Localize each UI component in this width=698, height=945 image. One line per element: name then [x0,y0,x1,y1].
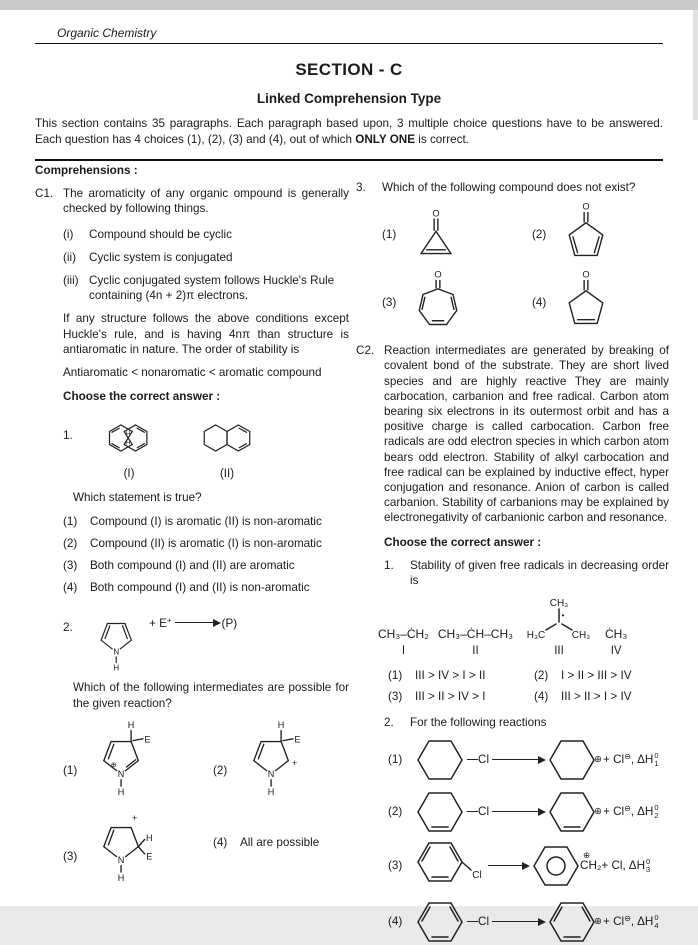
q2-number: 2. [384,715,394,729]
cyclopropenone-drawing [408,207,464,261]
e-label: E [144,734,151,745]
enthalpy [637,804,658,819]
cyclohexenyl-cation-drawing [547,789,599,835]
right-column [356,180,669,945]
delta-h: ΔH [637,915,654,929]
radical-IV [605,627,627,660]
scan-right-edge [693,10,698,120]
reagent: + E [149,617,167,631]
option-2 [534,668,669,683]
q2-options-structures [63,717,349,883]
point-marker: (i) [63,227,74,241]
plus-charge: ⊕ [583,850,591,861]
h-label: H [127,719,135,730]
q2-question: For the following reactions [410,715,547,729]
reaction-arrow [175,622,219,623]
ch3-label: CH₃ [549,598,569,610]
comma: , [630,753,635,767]
dh-sub: 2 [654,810,659,820]
minus-charge: ⊖ [624,804,631,814]
point-text: Compound should be cyclic [89,227,232,241]
bond [467,811,478,812]
c1-q2 [63,602,349,672]
n-label: N [113,647,120,657]
comma: , [622,859,626,873]
cyclopentenone-drawing [558,269,614,335]
cl-label: Cl [478,753,490,767]
q3-option-2 [532,201,669,267]
structure-label-I: (I) [123,468,135,481]
q2-option-3 [63,803,213,883]
structure-annulene-I [89,412,169,482]
section-subtitle: Linked Comprehension Type [256,91,442,106]
point-marker: (ii) [63,250,76,264]
section-divider [35,159,663,162]
reaction-marker: (3) [388,859,403,873]
ch2-label: CH₂ [580,859,602,873]
c2-passage: Reaction intermediates are generated by breaking of covalent bond of the substrate. They are short lived species and are highly reactive They are mainly carbocation, carbanion and free radical. Carbon atom bearing six electrons in its outermost orbit and has a positive charge is called carbocation. Carbon free radicals are odd electron species in which carbon atom bears odd electron. Stability of alkyl carbocation and free radical can be explained by inductive effect, hyper conjugation and resonance. Anion of carbon is called carbanion. Stability of carbanions may be explained by electronegativity of carbanionic carbon and resonance. [384,344,669,525]
plus-charge: + [132,812,138,823]
option-marker: (4) [63,581,78,595]
radical-dot: • [561,611,565,621]
o-label: O [582,269,590,280]
comma: , [630,805,635,819]
c1-point-ii [63,250,349,265]
byproduct [603,804,634,819]
o-label: O [434,269,442,280]
radical-III [522,596,596,659]
reaction-marker: (1) [388,753,403,767]
radical-formula: CH₃–ĊH₂ [378,626,429,641]
o-label: O [582,201,590,212]
enthalpy [629,858,650,873]
q1-question: Which statement is true? [73,491,202,505]
c1-stability-order: Antiaromatic < nonaromatic < aromatic compound [63,366,322,380]
option-marker: (2) [63,536,78,550]
plus-charge: ⊕ [594,915,603,927]
intermediate-2-drawing [240,717,304,797]
section-title: SECTION - C [295,60,403,79]
radical-I [378,627,429,660]
h-label: H [117,786,125,797]
bond [467,759,478,760]
q2-option-1 [63,717,213,797]
option-1 [388,668,534,683]
cyclohexane-drawing [415,737,467,783]
minus-charge: ⊖ [624,914,631,924]
cl-label: Cl [478,805,490,819]
option-text: All are possible [240,836,320,850]
h-label: H [267,786,275,797]
option-marker: (2) [532,227,547,241]
reaction-arrow [488,865,528,866]
o-label: O [432,208,440,219]
q2-option-2 [213,717,349,797]
option-marker: (3) [388,690,403,704]
reagent-charge: + [166,616,172,626]
cl-label: Cl [472,869,482,881]
q1-option-4 [63,580,349,595]
q1-number: 1. [384,558,394,572]
comma: , [630,915,635,929]
option-marker: (2) [534,669,549,683]
q3-option-3 [382,269,532,335]
instructions-text: This section contains 35 paragraphs. Each paragraph based upon, 3 multiple choice questions have to be answered. Each question has 4 choices (1), (2), (3) and (4), out of which [35,117,663,146]
reaction-arrow [492,811,544,812]
q2-question: Which of the following intermediates are possible for the given reaction? [73,681,349,710]
radical-label: III [554,645,564,658]
option-marker: (1) [63,764,78,778]
option-marker: (1) [388,669,403,683]
q1-option-3 [63,558,349,573]
q3-option-1 [382,201,532,267]
h3c-label: H₃C [526,630,546,642]
byproduct [603,914,634,929]
q3-number: 3. [356,181,366,194]
option-marker: (3) [63,850,78,864]
structure-label-II: (II) [219,468,235,481]
reaction-3 [388,841,669,891]
dh-sup: 0 [654,803,659,813]
cyclohexyl-cation-drawing [547,737,599,783]
c2-q1 [384,558,669,588]
cl-minus: + Cl [603,915,625,929]
running-title: Organic Chemistry [35,26,663,44]
plus-charge: ⊕ [594,805,603,817]
q3-structures [382,201,669,335]
q3-option-4 [532,269,669,335]
reagent-text [149,616,172,631]
dh-sup: 0 [646,857,651,867]
ch3-label: CH₃ [571,630,591,642]
page-header [35,26,663,161]
plus-charge: ⊕ [594,753,603,765]
q1-option-1 [63,514,349,529]
structure-bicyclic-II [183,412,271,482]
radical-label: IV [610,645,622,658]
point-text: Cyclic system is conjugated [89,250,233,264]
c1-intro: The aromaticity of any organic ompound is generally checked by following things. [63,187,349,216]
radical-label: II [472,645,479,658]
c2-q2 [384,715,669,730]
intermediate-1-drawing [90,717,154,797]
option-3 [388,689,534,704]
radical-II [438,627,513,660]
option-text: Both compound (I) and (II) is non-aromatic [90,581,310,595]
q1-number: 1. [63,429,73,443]
reaction-arrow [492,921,544,922]
c1-point-i [63,227,349,242]
reaction-1 [388,737,669,783]
h-label: H [125,431,131,438]
cyclohexene-drawing [415,789,467,835]
option-marker: (3) [63,558,78,572]
option-4 [534,689,669,704]
byproduct [601,858,625,873]
q1-question: Stability of given free radicals in decreasing order is [410,558,669,588]
reaction-arrow [492,759,544,760]
option-marker: (4) [213,836,228,850]
dh-sub: 4 [654,920,659,930]
left-column [35,163,349,883]
e-label: E [146,851,153,862]
option-text: I > II > III > IV [561,669,632,683]
e-label: E [294,734,301,745]
h-label: H [113,663,120,673]
option-marker: (2) [213,764,228,778]
q2-number: 2. [63,621,73,635]
benzene-circle-drawing [531,843,583,889]
h-label: H [145,832,153,843]
radical-label: I [401,645,406,658]
q3-question: Which of the following compound does not exist? [382,181,636,194]
radical-formula: ĊH₃ [605,626,628,641]
scan-top-edge [0,0,698,10]
reaction-marker: (2) [388,805,403,819]
n-label: N [117,768,125,779]
reaction-4 [388,899,669,945]
option-marker: (1) [63,514,78,528]
n-label: N [117,854,125,865]
q1-option-2 [63,536,349,551]
option-text: III > IV > I > II [415,669,486,683]
c1-point-iii [63,273,349,303]
point-marker: (iii) [63,274,79,288]
chlorobenzene-drawing [415,899,467,945]
benzyl-chloride-drawing [415,841,485,891]
reaction-2 [388,789,669,835]
q2-option-4 [213,803,349,883]
bond [467,921,478,922]
cyclopentadienone-drawing [558,201,614,267]
option-marker: (3) [382,295,397,309]
delta-h: ΔH [637,753,654,767]
dh-sub: 3 [646,864,651,874]
option-marker: (4) [534,690,549,704]
byproduct [603,752,634,767]
cl-label: Cl [478,915,490,929]
n-label: N [267,768,275,779]
c1-q3 [356,180,669,335]
benzyl-cation-group [580,850,602,873]
product-label: (P) [221,617,238,631]
h-label: H [125,439,131,447]
h-label: H [117,872,125,883]
reaction-marker: (4) [388,915,403,929]
comprehension-c2 [356,343,669,945]
h-label: H [277,719,285,730]
minus-charge: ⊖ [624,752,631,762]
c2-number: C2. [356,344,375,358]
c2-choose-label: Choose the correct answer : [384,535,542,549]
dh-sub: 1 [654,758,659,768]
c1-para2: If any structure follows the above conditions except Huckle's rule, and is having 4nπ than structure is antiaromatic in nature. The order of stability is [63,312,349,356]
option-text: Both compound (I) and (II) are aromatic [90,558,295,572]
radical-formula: CH₃–ĊH–CH₃ [437,626,514,641]
comprehension-c1 [35,186,349,883]
tropone-drawing [408,269,468,335]
option-marker: (1) [382,227,397,241]
dh-sup: 0 [654,913,659,923]
option-marker: (4) [532,295,547,309]
pyrrole-drawing [89,602,145,672]
plus-charge: + [292,757,298,768]
c1-q1 [63,412,349,482]
phenyl-cation-drawing [547,899,599,945]
tert-butyl-radical-drawing [522,596,596,642]
instructions-tail: is correct. [415,132,469,146]
section-instructions [35,116,663,147]
bicyclic-drawing [183,412,271,464]
c1-number: C1. [35,187,54,201]
enthalpy [637,914,658,929]
enthalpy [637,752,658,767]
option-text: Compound (II) is aromatic (I) is non-aromatic [90,536,322,550]
delta-h: ΔH [628,859,646,873]
comprehensions-label: Comprehensions : [35,164,138,177]
c1-choose-label: Choose the correct answer : [63,390,221,404]
point-text: Cyclic conjugated system follows Huckle's Rule containing (4n + 2)π electrons. [89,274,335,303]
plus-charge: ⊕ [110,759,117,769]
radical-series [378,596,669,659]
option-text: III > II > I > IV [561,690,632,704]
cl-minus: + Cl [603,805,625,819]
option-text: Compound (I) is aromatic (II) is non-aromatic [90,514,322,528]
dh-sup: 0 [654,751,659,761]
annulene-drawing [89,412,169,464]
delta-h: ΔH [637,805,654,819]
instructions-bold: ONLY ONE [355,132,416,146]
cl-minus: + Cl [603,753,625,767]
c2-q1-options [388,668,669,704]
option-text: III > II > IV > I [415,690,486,704]
intermediate-3-drawing [90,803,154,883]
cl-label: + Cl [601,859,623,873]
